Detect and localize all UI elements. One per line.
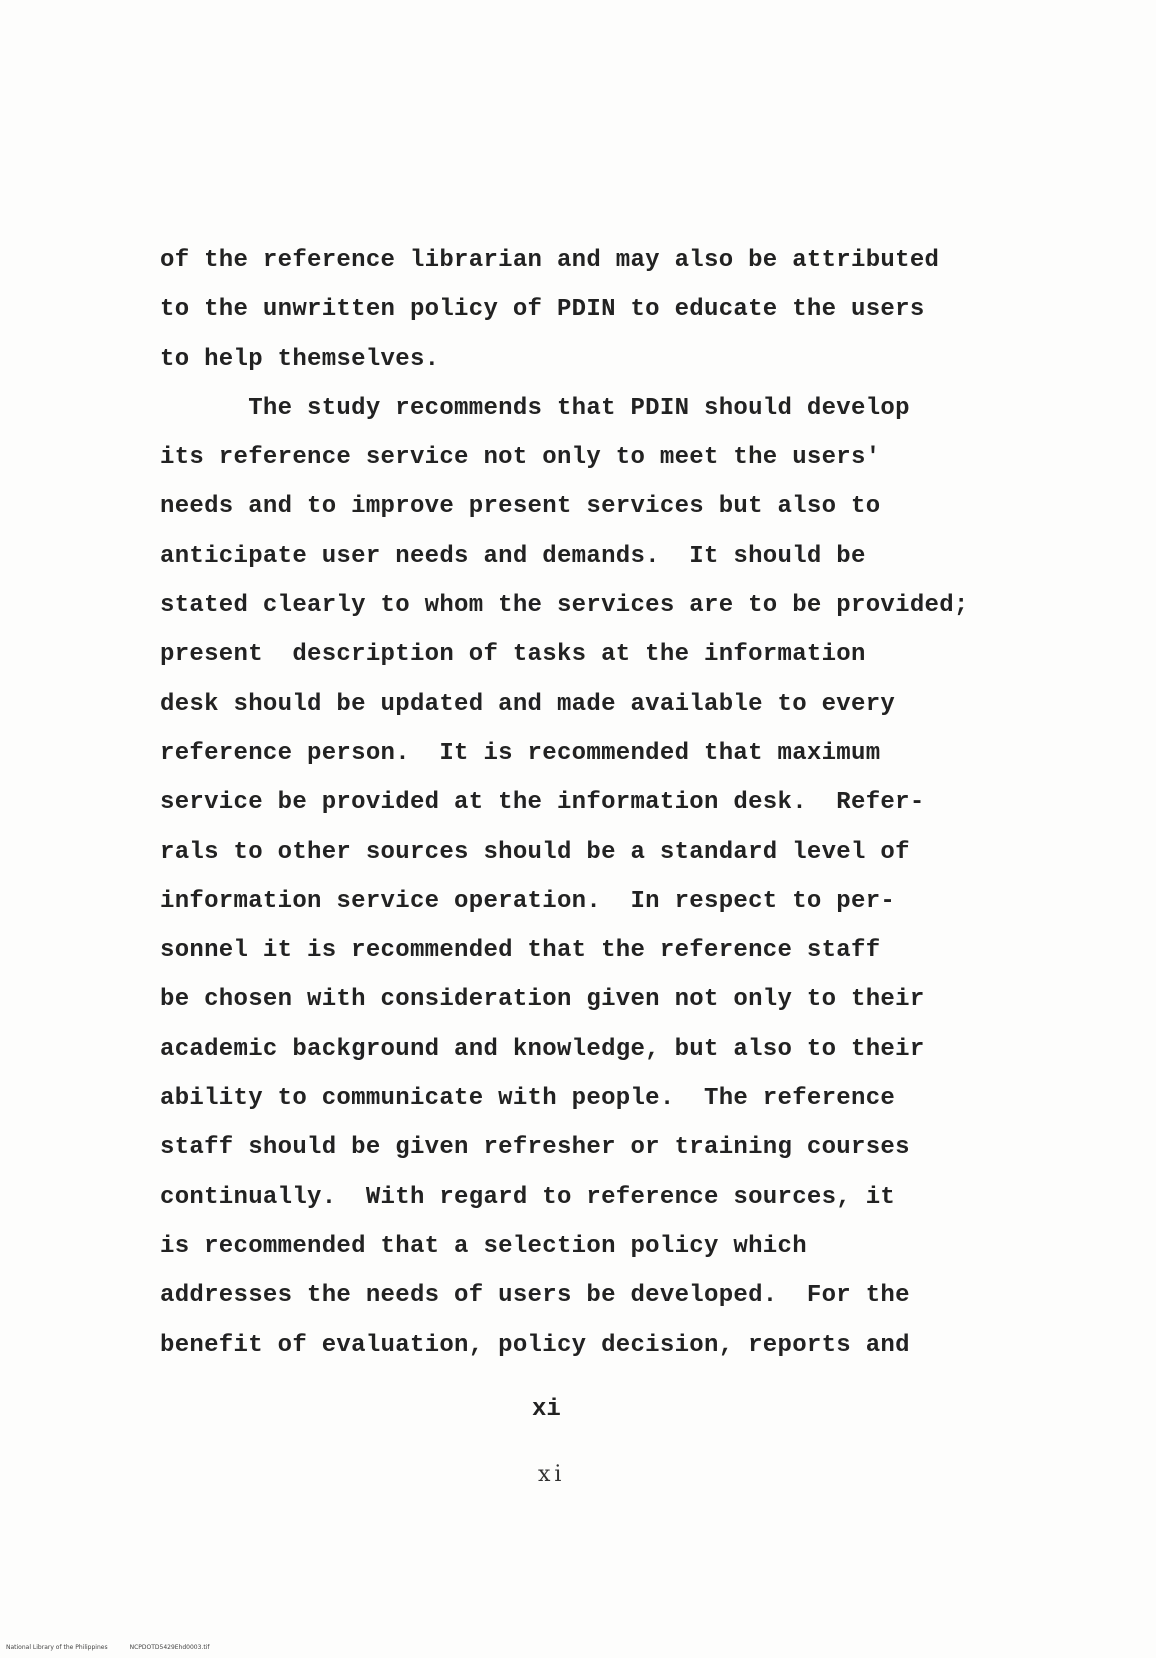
text-line: service be provided at the information desk. Refer- [160, 789, 925, 817]
text-line: reference person. It is recommended that maximum [160, 739, 881, 767]
body-text [160, 236, 1040, 1370]
text-line: to help themselves. [160, 345, 440, 373]
scan-footer [6, 1644, 231, 1651]
text-line: to the unwritten policy of PDIN to educate the users [160, 296, 925, 324]
text-line: is recommended that a selection policy which [160, 1232, 807, 1260]
handwritten-page-number: xi [538, 1462, 566, 1487]
text-line: of the reference librarian and may also be attributed [160, 247, 940, 274]
footer-file-id: NCPDOTD5429Ehd0003.tif [129, 1644, 210, 1651]
text-line: staff should be given refresher or training courses [160, 1134, 910, 1162]
text-line: anticipate user needs and demands. It should be [160, 542, 866, 570]
text-line: sonnel it is recommended that the reference staff [160, 937, 881, 965]
text-line: needs and to improve present services but also to [160, 493, 881, 521]
text-line: benefit of evaluation, policy decision, reports and [160, 1331, 910, 1359]
text-line: desk should be updated and made available to every [160, 690, 896, 718]
text-line: continually. With regard to reference sources, it [160, 1183, 896, 1211]
text-line: its reference service not only to meet the users' [160, 444, 881, 472]
text-line: be chosen with consideration given not only to their [160, 986, 925, 1014]
text-line: ability to communicate with people. The reference [160, 1085, 896, 1113]
page-number: xi [532, 1396, 561, 1423]
text-line: addresses the needs of users be developed. For the [160, 1282, 910, 1310]
text-line: The study recommends that PDIN should develop [160, 394, 910, 422]
text-line: present description of tasks at the information [160, 641, 866, 669]
text-line: academic background and knowledge, but also to their [160, 1035, 925, 1063]
text-line: stated clearly to whom the services are to be provided; [160, 592, 969, 620]
footer-library: National Library of the Philippines [6, 1644, 108, 1651]
text-line: information service operation. In respect to per- [160, 887, 896, 915]
text-line: rals to other sources should be a standard level of [160, 838, 910, 866]
